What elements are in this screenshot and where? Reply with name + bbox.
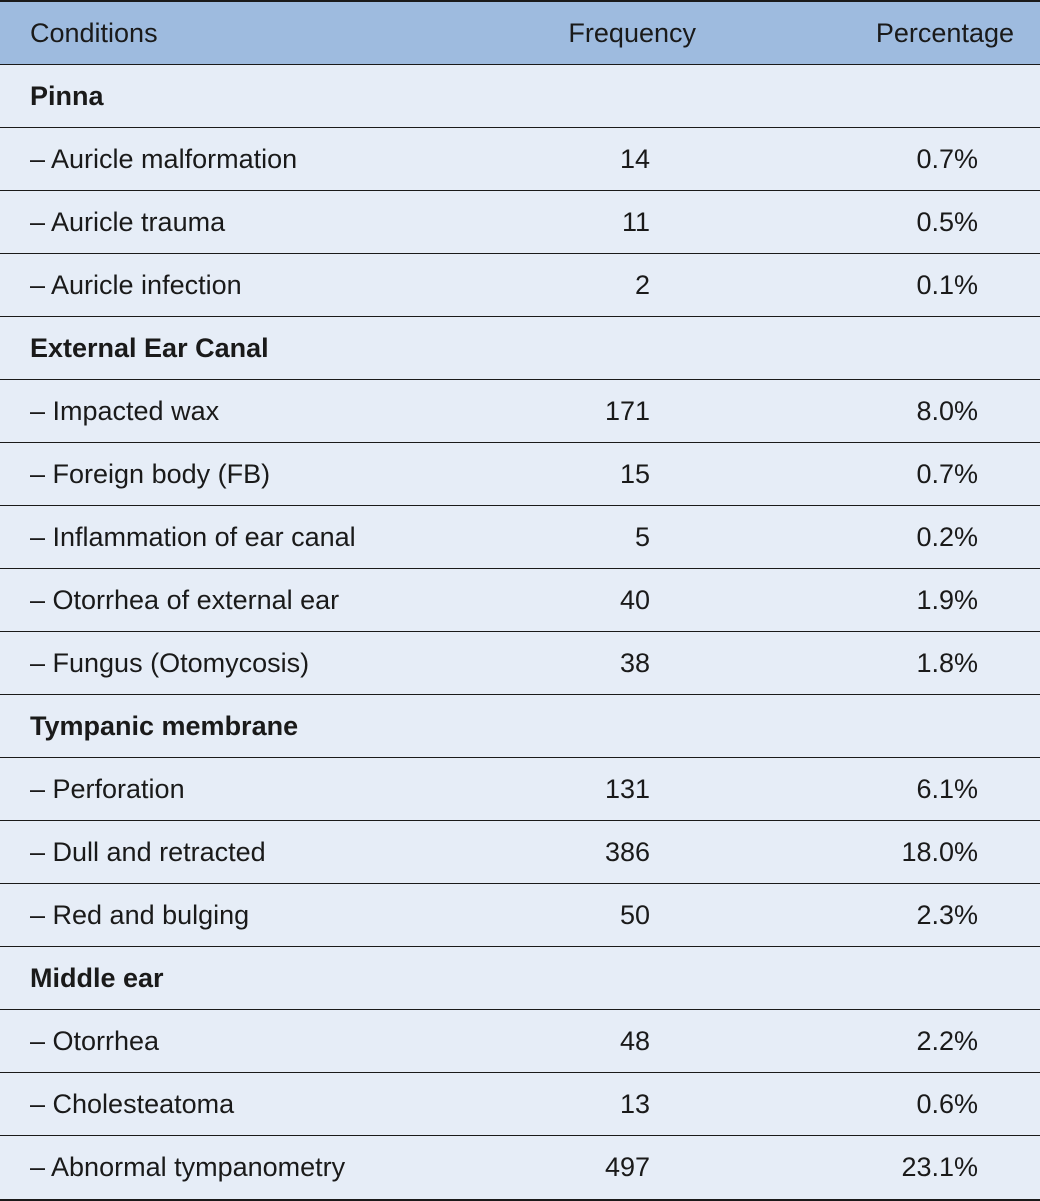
table-row xyxy=(0,254,1040,317)
table-row xyxy=(0,380,1040,443)
condition-label: – Impacted wax xyxy=(30,395,220,426)
frequency-cell: 497 xyxy=(604,1152,650,1182)
percentage-cell: 0.6% xyxy=(916,1088,978,1119)
percentage-cell: 0.1% xyxy=(916,269,978,300)
frequency-cell: 48 xyxy=(619,1025,650,1056)
frequency-cell: 50 xyxy=(619,899,650,930)
frequency-cell: 5 xyxy=(634,521,650,552)
condition-label: – Otorrhea of external ear xyxy=(30,584,340,615)
condition-label: – Dull and retracted xyxy=(30,836,266,867)
frequency-cell: 171 xyxy=(604,395,650,426)
percentage-cell: 1.9% xyxy=(916,584,978,615)
frequency-cell: 38 xyxy=(619,647,650,678)
table-row xyxy=(0,569,1040,632)
condition-label: – Auricle infection xyxy=(30,269,242,300)
frequency-cell: 2 xyxy=(634,269,650,300)
condition-label: – Auricle malformation xyxy=(30,143,298,174)
section-row xyxy=(0,695,1040,758)
table-row xyxy=(0,506,1040,569)
frequency-cell: 15 xyxy=(619,458,650,489)
percentage-cell: 2.2% xyxy=(916,1025,978,1056)
table-row xyxy=(0,1073,1040,1136)
frequency-cell: 131 xyxy=(604,773,650,804)
condition-label: – Cholesteatoma xyxy=(30,1088,235,1119)
section-row xyxy=(0,65,1040,128)
header-conditions: Conditions xyxy=(30,17,158,48)
percentage-cell: 18.0% xyxy=(901,836,978,867)
condition-label: – Auricle trauma xyxy=(30,206,226,237)
percentage-cell: 0.2% xyxy=(916,521,978,552)
percentage-cell: 0.7% xyxy=(916,458,978,489)
percentage-cell: 0.7% xyxy=(916,143,978,174)
condition-label: – Red and bulging xyxy=(30,899,250,930)
percentage-cell: 8.0% xyxy=(916,395,978,426)
percentage-cell: 0.5% xyxy=(916,206,978,237)
header-percentage: Percentage xyxy=(875,17,1014,48)
condition-label: – Fungus (Otomycosis) xyxy=(30,647,310,678)
section-label: Pinna xyxy=(30,80,104,111)
condition-label: – Otorrhea xyxy=(30,1025,160,1056)
table-row xyxy=(0,1010,1040,1073)
table-row xyxy=(0,443,1040,506)
table-row xyxy=(0,128,1040,191)
frequency-cell: 14 xyxy=(619,143,650,174)
table-body xyxy=(0,65,1040,1201)
table-row xyxy=(0,884,1040,947)
table-header xyxy=(0,2,1040,65)
table-row xyxy=(0,758,1040,821)
table-row xyxy=(0,821,1040,884)
percentage-cell: 6.1% xyxy=(916,773,978,804)
percentage-cell: 2.3% xyxy=(916,899,978,930)
table-row xyxy=(0,191,1040,254)
section-label: Tympanic membrane xyxy=(30,710,299,741)
condition-label: – Inflammation of ear canal xyxy=(30,521,356,552)
table-row xyxy=(0,632,1040,695)
frequency-cell: 13 xyxy=(619,1088,650,1119)
frequency-cell: 386 xyxy=(604,836,650,867)
section-label: External Ear Canal xyxy=(30,332,269,363)
header-frequency: Frequency xyxy=(568,17,696,48)
condition-label: – Abnormal tympanometry xyxy=(30,1152,346,1182)
table-row xyxy=(0,1136,1040,1201)
frequency-cell: 11 xyxy=(621,206,650,237)
percentage-cell: 1.8% xyxy=(916,647,978,678)
condition-label: – Foreign body (FB) xyxy=(30,458,271,489)
section-label: Middle ear xyxy=(30,962,164,993)
section-row xyxy=(0,947,1040,1010)
frequency-cell: 40 xyxy=(619,584,650,615)
condition-label: – Perforation xyxy=(30,773,185,804)
section-row xyxy=(0,317,1040,380)
percentage-cell: 23.1% xyxy=(901,1152,978,1182)
